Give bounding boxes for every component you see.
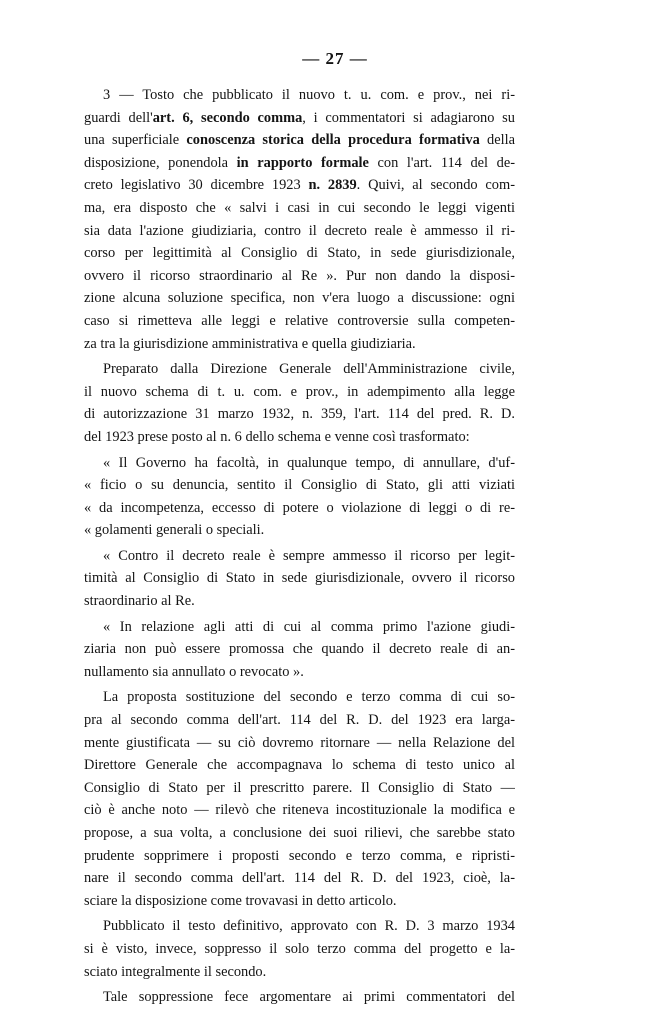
text-line: nare il secondo comma dell'art. 114 del R. D. del 1923, cioè, la- xyxy=(84,870,515,887)
text-line: timità al Consiglio di Stato in sede giurisdizionale, ovvero il ricorso xyxy=(84,570,515,587)
text-line: pra al secondo comma dell'art. 114 del R. D. del 1923 era larga- xyxy=(84,712,515,729)
text-line: « da incompetenza, eccesso di potere o violazione di leggi o di re- xyxy=(84,499,515,516)
text-line: « golamenti generali o speciali. xyxy=(84,522,265,539)
text-line: nullamento sia annullato o revocato ». xyxy=(84,663,304,680)
text-line: guardi dell'art. 6, secondo comma, i commentatori si adagiarono su xyxy=(84,109,515,126)
text-line: za tra la giurisdizione amministrativa e quella giudiziaria. xyxy=(84,335,416,352)
text-line: creto legislativo 30 dicembre 1923 n. 2839. Quivi, al secondo com- xyxy=(84,177,515,194)
paragraph xyxy=(84,915,515,983)
text-line: Preparato dalla Direzione Generale dell'Amministrazione civile, xyxy=(103,361,515,378)
paragraph xyxy=(84,84,515,355)
text-line: sia data l'azione giudiziaria, contro il decreto reale è ammesso il ri- xyxy=(84,222,515,239)
text-line: sciare la disposizione come trovavasi in detto articolo. xyxy=(84,892,397,909)
text-line: il nuovo schema di t. u. com. e prov., in adempimento alla legge xyxy=(84,383,515,400)
text-line: di autorizzazione 31 marzo 1932, n. 359, l'art. 114 del pred. R. D. xyxy=(84,406,515,423)
paragraph xyxy=(84,358,515,448)
paragraph xyxy=(84,686,515,912)
text-line: propose, a sua volta, a conclusione dei suoi rilievi, che sarebbe stato xyxy=(84,825,515,841)
text-line: caso si rimetteva alle leggi e relative controversie sulla competen- xyxy=(84,312,515,329)
text-line: prudente sopprimere i proposti secondo e terzo comma, e ripristi- xyxy=(84,847,515,864)
text-line: ciò è anche noto — rilevò che riteneva incostituzionale la modifica e xyxy=(84,802,515,819)
text-line: Pubblicato il testo definitivo, approvato con R. D. 3 marzo 1934 xyxy=(103,918,515,935)
text-line: « Contro il decreto reale è sempre ammesso il ricorso per legit- xyxy=(103,547,515,564)
text-line: mente giustificata — su ciò dovremo ritornare — nella Relazione del xyxy=(84,734,515,751)
text-line: si è visto, invece, soppresso il solo terzo comma del progetto e la- xyxy=(84,940,515,957)
text-line: zione alcuna soluzione specifica, non v'era luogo a discussione: ogni xyxy=(84,290,515,307)
text-line: una superficiale conoscenza storica della procedura formativa della xyxy=(84,132,515,149)
text-line: disposizione, ponendola in rapporto formale con l'art. 114 del de- xyxy=(84,154,515,171)
text-line: « In relazione agli atti di cui al comma primo l'azione giudi- xyxy=(103,618,515,635)
text-line: corso per legittimità al Consiglio di Stato, in sede giurisdizionale, xyxy=(84,245,515,262)
text-line: ovvero il ricorso straordinario al Re ». Pur non dando la disposi- xyxy=(84,267,515,284)
body-text xyxy=(84,84,515,1009)
text-line: « Il Governo ha facoltà, in qualunque tempo, di annullare, d'uf- xyxy=(103,454,515,471)
text-line: 3 — Tosto che pubblicato il nuovo t. u. com. e prov., nei ri- xyxy=(103,87,515,103)
paragraph xyxy=(84,986,515,1009)
paragraph xyxy=(84,545,515,613)
text-line: La proposta sostituzione del secondo e terzo comma di cui so- xyxy=(103,689,515,706)
text-line: del 1923 prese posto al n. 6 dello schema e venne così trasformato: xyxy=(84,428,470,445)
page-number: — 27 — xyxy=(302,49,368,68)
text-line: sciato integralmente il secondo. xyxy=(84,963,267,980)
text-line: ziaria non può essere promossa che quando il decreto reale di an- xyxy=(84,641,515,658)
text-line: ma, era disposto che « salvi i casi in cui secondo le leggi vigenti xyxy=(84,199,515,216)
paragraph xyxy=(84,452,515,542)
text-line: straordinario al Re. xyxy=(84,593,195,610)
text-line: Consiglio di Stato per il prescritto parere. Il Consiglio di Stato — xyxy=(84,779,515,796)
text-line: Tale soppressione fece argomentare ai primi commentatori del xyxy=(103,989,515,1006)
text-line: « ficio o su denuncia, sentito il Consiglio di Stato, gli atti viziati xyxy=(84,477,515,494)
paragraph xyxy=(84,616,515,684)
text-line: Direttore Generale che accompagnava lo schema di testo unico al xyxy=(84,757,515,774)
